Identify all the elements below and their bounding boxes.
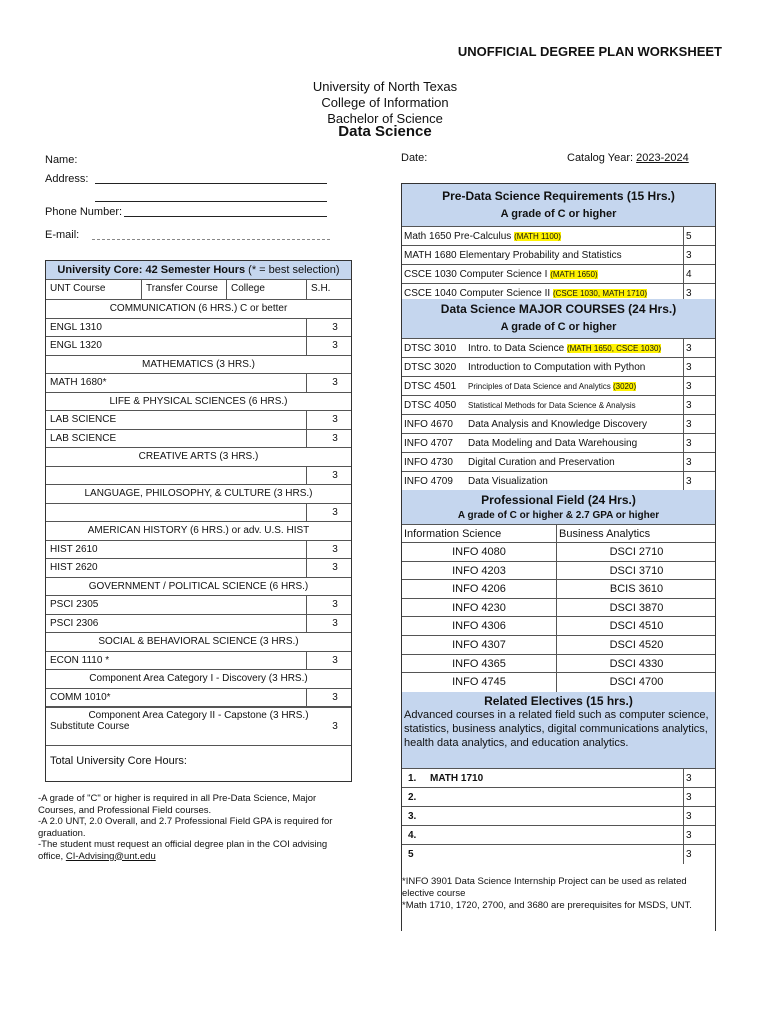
business-analytics-course: DSCI 4330 <box>556 655 716 674</box>
info-science-course: INFO 4306 <box>452 620 506 633</box>
major-course-code: DTSC 4050 <box>404 400 457 411</box>
major-course-code: DTSC 4501 <box>404 381 457 392</box>
professional-col-headers: Information Science Business Analytics <box>402 524 715 543</box>
major-course-row[interactable] <box>402 471 715 491</box>
major-course-code: INFO 4709 <box>404 476 453 487</box>
address-line-1[interactable] <box>95 183 327 184</box>
core-course-hours: 3 <box>332 599 338 610</box>
major-course-code: INFO 4670 <box>404 419 453 430</box>
pre-ds-course-hours: 3 <box>683 284 716 303</box>
note-gpa: -A 2.0 UNT, 2.0 Overall, and 2.7 Professional Field GPA is required for graduation. <box>38 816 333 839</box>
core-section-heading: MATHEMATICS (3 HRS.) <box>46 355 351 374</box>
major-course-row[interactable] <box>402 376 715 396</box>
professional-row[interactable] <box>402 561 715 581</box>
core-course-row[interactable] <box>46 595 351 614</box>
core-section-heading: SOCIAL & BEHAVIORAL SCIENCE (3 HRS.) <box>46 632 351 651</box>
core-course-hours: 3 <box>332 377 338 388</box>
major-course-name: Introduction to Computation with Python <box>468 362 646 373</box>
college-name: College of Information <box>321 95 449 110</box>
core-course-hours: 3 <box>332 321 338 333</box>
degree-name: Bachelor of Science <box>327 111 443 126</box>
core-course-code: MATH 1680* <box>50 377 107 388</box>
business-analytics-course: DSCI 4520 <box>556 636 716 655</box>
prereq-highlight: (MATH 1100) <box>514 232 561 241</box>
core-course-hours: 3 <box>332 562 338 573</box>
email-label: E-mail: <box>45 229 80 241</box>
core-course-row[interactable] <box>46 373 351 392</box>
pre-ds-course-hours: 5 <box>683 227 716 246</box>
elective-hours: 3 <box>683 788 716 807</box>
core-course-row[interactable] <box>46 614 351 633</box>
pre-ds-course-row[interactable] <box>402 226 715 246</box>
major-course-code: DTSC 3010 <box>404 343 457 354</box>
elective-number: 4. <box>408 830 417 841</box>
elective-number: 3. <box>408 811 417 822</box>
pre-ds-course-hours: 3 <box>683 246 716 265</box>
info-science-course: INFO 4307 <box>452 639 506 651</box>
core-section-heading: GOVERNMENT / POLITICAL SCIENCE (6 HRS.) <box>46 577 351 596</box>
major-course-row[interactable] <box>402 414 715 434</box>
major-course-row[interactable] <box>402 452 715 472</box>
university-core-table <box>45 260 352 782</box>
elective-number: 1. <box>408 773 417 784</box>
major-course-hours: 3 <box>683 434 716 453</box>
elective-row[interactable] <box>402 825 715 845</box>
professional-row[interactable] <box>402 579 715 599</box>
core-course-code: LAB SCIENCE <box>50 414 117 425</box>
pre-ds-course-name: CSCE 1040 Computer Science II (CSCE 1030, MATH 1710) <box>404 288 648 299</box>
major-course-code: INFO 4730 <box>404 457 453 468</box>
major-header: Data Science MAJOR COURSES (24 Hrs.) A grade of C or higher <box>402 299 715 338</box>
core-course-code: LAB SCIENCE <box>50 432 117 444</box>
core-section-heading: COMMUNICATION (6 HRS.) C or better <box>46 299 351 318</box>
professional-row[interactable] <box>402 635 715 655</box>
info-science-course: INFO 4203 <box>452 564 506 577</box>
core-course-hours: 3 <box>332 617 338 629</box>
worksheet-title: UNOFFICIAL DEGREE PLAN WORKSHEET <box>457 44 722 59</box>
core-course-code: PSCI 2305 <box>50 599 99 610</box>
catalog-year-value: 2023-2024 <box>636 152 689 164</box>
elective-row[interactable] <box>402 787 715 807</box>
core-course-hours: 3 <box>332 543 338 555</box>
core-course-hours: 3 <box>332 340 338 351</box>
major-course-hours: 3 <box>683 339 716 358</box>
pre-ds-course-name: Math 1650 Pre-Calculus (MATH 1100) <box>404 231 561 242</box>
business-analytics-course: DSCI 3870 <box>556 599 716 618</box>
pre-ds-course-row[interactable] <box>402 264 715 284</box>
core-course-row[interactable] <box>46 318 351 337</box>
major-course-code: DTSC 3020 <box>404 362 457 373</box>
note-request: -The student must request an official degree plan in the COI advising office, CI-Advising@unt.edu <box>38 839 328 862</box>
core-section-heading: CREATIVE ARTS (3 HRS.) <box>46 447 351 466</box>
core-course-hours: 3 <box>332 432 338 444</box>
major-course-hours: 3 <box>683 396 716 415</box>
professional-row[interactable] <box>402 616 715 636</box>
core-course-row[interactable] <box>46 466 351 485</box>
note-grade: -A grade of "C" or higher is required in all Pre-Data Science, Major Courses, and Professional Field courses. <box>38 793 317 816</box>
business-analytics-course: DSCI 4700 <box>556 673 716 692</box>
core-course-row[interactable] <box>46 429 351 448</box>
professional-row[interactable] <box>402 542 715 562</box>
address-label: Address: <box>45 173 89 185</box>
info-science-course: INFO 4230 <box>452 601 506 614</box>
core-course-row[interactable] <box>46 410 351 429</box>
core-course-hours: 3 <box>332 506 338 518</box>
business-analytics-course: DSCI 3710 <box>556 562 716 581</box>
core-course-code: ENGL 1310 <box>50 321 102 333</box>
footnote-internship: *INFO 3901 Data Science Internship Project can be used as related elective course <box>402 876 687 899</box>
core-course-row[interactable] <box>46 558 351 577</box>
major-course-hours: 3 <box>683 415 716 434</box>
business-analytics-course: DSCI 2710 <box>556 543 716 562</box>
elective-number: 2. <box>408 792 417 803</box>
core-section-heading: Component Area Category I - Discovery (3 HRS.) <box>46 669 351 688</box>
core-course-hours: 3 <box>332 414 338 425</box>
major-course-hours: 3 <box>683 472 716 491</box>
elective-hours: 3 <box>683 826 716 845</box>
business-analytics-course: DSCI 4510 <box>556 617 716 636</box>
elective-row[interactable] <box>402 768 715 788</box>
core-column-headers: UNT Course Transfer Course College S.H. <box>46 279 351 298</box>
elective-hours: 3 <box>683 807 716 826</box>
core-section-heading: Component Area Category II - Capstone (3 HRS.) <box>46 706 351 725</box>
phone-label: Phone Number: <box>45 206 123 218</box>
core-section-heading: LIFE & PHYSICAL SCIENCES (6 HRS.) <box>46 392 351 411</box>
core-course-row[interactable] <box>46 540 351 559</box>
core-course-hours: 3 <box>332 654 338 666</box>
major-course-hours: 3 <box>683 453 716 472</box>
prereq-highlight: (CSCE 1030, MATH 1710) <box>552 289 648 298</box>
major-course-name: Data Modeling and Data Warehousing <box>468 438 638 449</box>
substitute-course-row[interactable]: Substitute Course 3 <box>46 707 351 746</box>
prereq-highlight: (3020) <box>612 382 637 391</box>
major-course-hours: 3 <box>683 377 716 396</box>
right-panel <box>401 183 716 931</box>
info-science-course: INFO 4206 <box>452 583 506 596</box>
major-course-name: Data Visualization <box>468 476 548 487</box>
university-name: University of North Texas <box>312 79 458 94</box>
total-core-hours[interactable]: Total University Core Hours: <box>46 745 351 782</box>
core-course-row[interactable] <box>46 688 351 707</box>
footnote-prereq: *Math 1710, 1720, 2700, and 3680 are prerequisites for MSDS, UNT. <box>402 900 692 911</box>
info-science-course: INFO 4080 <box>452 546 506 558</box>
core-course-code: ECON 1110 * <box>50 654 110 666</box>
core-course-code: HIST 2620 <box>50 562 98 573</box>
core-course-row[interactable] <box>46 503 351 522</box>
major-course-row[interactable] <box>402 395 715 415</box>
prereq-highlight: (MATH 1650, CSCE 1030) <box>566 344 662 353</box>
pre-ds-course-name: CSCE 1030 Computer Science I (MATH 1650) <box>404 269 598 280</box>
core-course-code: ENGL 1320 <box>50 340 102 351</box>
elective-row[interactable] <box>402 806 715 826</box>
business-analytics-course: BCIS 3610 <box>556 580 716 599</box>
address-line-2[interactable] <box>95 201 327 202</box>
major-course-name: Data Analysis and Knowledge Discovery <box>468 419 647 430</box>
major-course-row[interactable] <box>402 338 715 358</box>
major-course-hours: 3 <box>683 358 716 377</box>
name-label: Name: <box>45 154 78 166</box>
major-course-row[interactable] <box>402 433 715 453</box>
major-course-name: Intro. to Data Science (MATH 1650, CSCE 1030) <box>468 343 662 354</box>
major-course-name: Digital Curation and Preservation <box>468 457 615 468</box>
pre-ds-course-row[interactable] <box>402 245 715 265</box>
info-science-course: INFO 4745 <box>452 676 506 689</box>
professional-header: Professional Field (24 Hrs.) A grade of C or higher & 2.7 GPA or higher <box>402 490 715 524</box>
electives-header: Related Electives (15 hrs.) Advanced courses in a related field such as computer science, statistics, business analytics, digital communications analytics, health data analytics, and education analytics. <box>402 692 715 768</box>
elective-hours: 3 <box>683 769 716 788</box>
elective-footnotes <box>402 876 715 912</box>
core-course-code: PSCI 2306 <box>50 617 99 629</box>
major-name: Data Science <box>338 123 432 140</box>
date-label: Date: <box>401 152 428 164</box>
core-course-code: COMM 1010* <box>50 691 111 703</box>
info-science-course: INFO 4365 <box>452 657 506 670</box>
catalog-year-label: Catalog Year: 2023-2024 <box>567 152 689 164</box>
elective-row[interactable] <box>402 844 715 864</box>
pre-ds-course-hours: 4 <box>683 265 716 284</box>
professional-row[interactable] <box>402 598 715 618</box>
major-course-row[interactable] <box>402 357 715 377</box>
phone-line[interactable] <box>124 216 327 217</box>
core-course-code: HIST 2610 <box>50 543 98 555</box>
elective-hours: 3 <box>683 845 716 864</box>
university-core-header: University Core: 42 Semester Hours (* = best selection) <box>46 261 351 279</box>
professional-row[interactable] <box>402 654 715 674</box>
pre-ds-course-name: MATH 1680 Elementary Probability and Statistics <box>404 250 622 261</box>
professional-row[interactable] <box>402 672 715 692</box>
elective-course: MATH 1710 <box>430 773 484 784</box>
advising-email-link[interactable]: CI-Advising@unt.edu <box>65 850 156 862</box>
major-course-code: INFO 4707 <box>404 438 453 449</box>
prereq-highlight: (MATH 1650) <box>550 270 598 279</box>
core-course-hours: 3 <box>332 469 338 481</box>
core-course-row[interactable] <box>46 336 351 355</box>
core-section-heading: AMERICAN HISTORY (6 HRS.) or adv. U.S. HIST <box>46 521 351 540</box>
core-course-hours: 3 <box>332 691 338 703</box>
major-course-name: Statistical Methods for Data Science & Analysis <box>468 401 636 410</box>
major-course-name: Principles of Data Science and Analytics (3020) <box>468 382 637 391</box>
core-course-row[interactable] <box>46 651 351 670</box>
elective-number: 5 <box>408 849 414 860</box>
core-section-heading: LANGUAGE, PHILOSOPHY, & CULTURE (3 HRS.) <box>46 484 351 503</box>
pre-ds-header: Pre-Data Science Requirements (15 Hrs.) A grade of C or higher <box>402 184 715 226</box>
email-line[interactable] <box>92 239 330 240</box>
notes <box>38 793 346 862</box>
